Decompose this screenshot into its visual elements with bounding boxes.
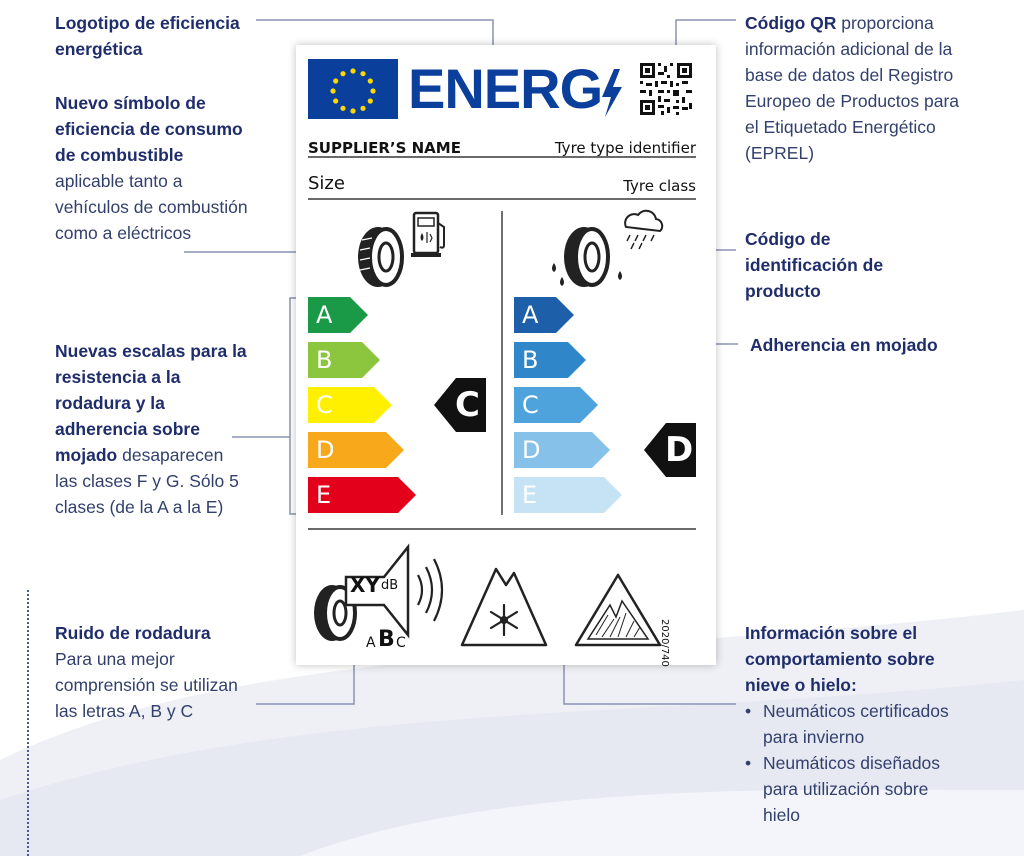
tyre-size: Size: [308, 173, 345, 194]
noise-unit: dB: [381, 578, 399, 593]
annotation-noise: [55, 620, 260, 724]
annotation-wet-grip: [750, 332, 970, 358]
wet-rating-letter: D: [665, 430, 694, 470]
annotation-qr-text: proporciona información adicional de la base de datos del Registro Europeo de Productos para el Etiquetado Energético (EPREL): [745, 13, 960, 163]
fuel-rating-letter: C: [455, 385, 480, 425]
snow-mountain-icon: [462, 569, 546, 645]
annotation-snow: [745, 620, 960, 828]
energy-title: ENERG: [408, 57, 603, 120]
annotation-scales-text: desaparecen las clases F y G. Sólo 5 clases (de la A a la E): [55, 445, 239, 517]
annotation-snow-title: Información sobre el comportamiento sobre nieve o hielo:: [745, 623, 935, 695]
annotation-logo: [55, 10, 275, 62]
annotation-wet-grip-title: Adherencia en mojado: [750, 335, 938, 355]
wet-grip-icon: [552, 211, 662, 287]
noise-value: XY: [350, 573, 380, 597]
annotation-scales: [55, 338, 250, 520]
snow-item-winter: • Neumáticos certificados para invierno: [745, 698, 960, 750]
wet-scale: [514, 297, 696, 513]
snow-item-ice: • Neumáticos diseñados para utilización sobre hielo: [745, 750, 960, 828]
fuel-class-e-label: E: [316, 481, 332, 509]
wet-class-b-label: B: [522, 346, 539, 374]
annotation-logo-title: Logotipo de eficiencia energética: [55, 13, 240, 59]
fuel-efficiency-icon: [358, 213, 444, 287]
tyre-type-identifier: Tyre type identifier: [554, 139, 696, 157]
annotation-product-code: [745, 226, 925, 304]
annotation-qr: [745, 10, 960, 166]
fuel-class-d-label: D: [316, 436, 335, 464]
lightning-icon: [602, 69, 622, 117]
annotation-fuel-symbol: [55, 90, 255, 246]
regulation-number: 2020/740: [659, 619, 670, 667]
wet-class-a-label: A: [522, 301, 539, 329]
fuel-class-b-label: B: [316, 346, 333, 374]
annotation-scales-title: Nuevas escalas para la resistencia a la rodadura y la adherencia sobre mojado: [55, 341, 247, 465]
wet-class-c-label: C: [522, 391, 539, 419]
annotation-product-code-title: Código de identificación de producto: [745, 229, 884, 301]
noise-class-a: A: [366, 635, 376, 651]
annotation-noise-title: Ruido de rodadura: [55, 623, 211, 643]
annotation-qr-title: Código QR: [745, 13, 837, 33]
wet-class-d-label: D: [522, 436, 541, 464]
supplier-name: SUPPLIER’S NAME: [308, 139, 461, 157]
noise-class-c: C: [396, 635, 406, 651]
dotted-divider: [27, 590, 29, 856]
fuel-class-c-label: C: [316, 391, 333, 419]
qr-code-icon: [640, 63, 692, 115]
energy-label: [296, 45, 716, 665]
annotation-fuel-symbol-title: Nuevo símbolo de eficiencia de consumo de combustible: [55, 93, 243, 165]
ice-mountain-icon: [576, 575, 660, 645]
snow-list: [745, 698, 960, 828]
eu-flag-icon: [308, 59, 398, 119]
tyre-class: Tyre class: [623, 177, 696, 195]
annotation-fuel-symbol-text: aplicable tanto a vehículos de combustión como a eléctricos: [55, 171, 248, 243]
annotation-noise-text: Para una mejor comprensión se utilizan las letras A, B y C: [55, 649, 238, 721]
energy-label-graphics: [296, 45, 716, 665]
fuel-class-a-label: A: [316, 301, 333, 329]
wet-class-e-label: E: [522, 481, 538, 509]
noise-class-b: B: [378, 627, 395, 652]
